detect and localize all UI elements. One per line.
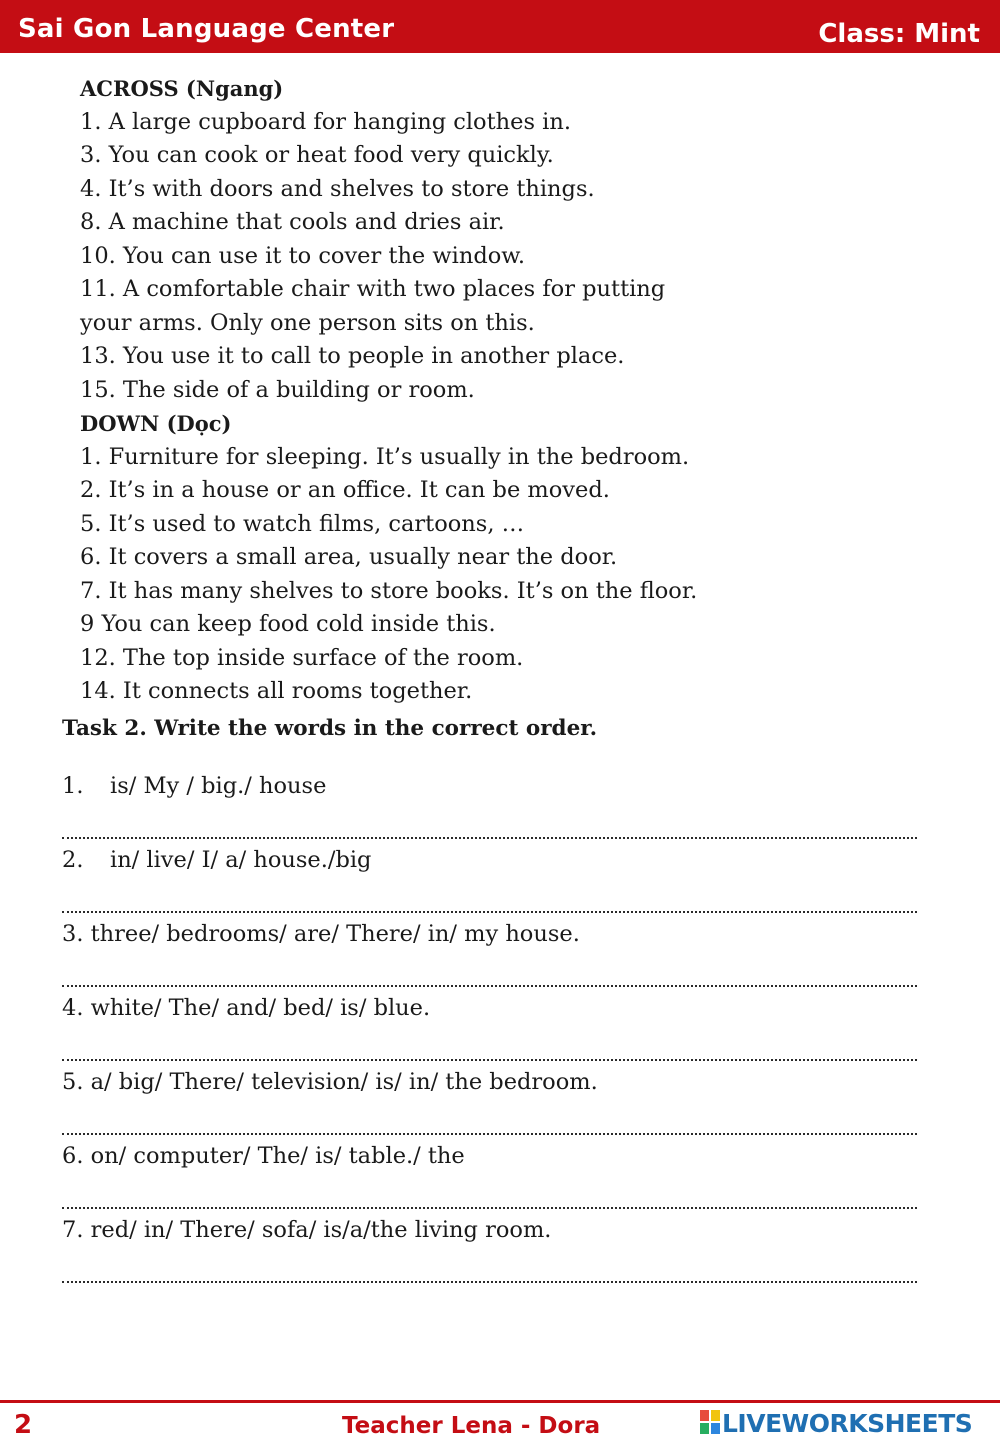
exercise-item: [62, 1141, 917, 1209]
across-clue: 8. A machine that cools and dries air.: [80, 209, 505, 235]
answer-input-4[interactable]: [62, 1037, 917, 1061]
liveworksheets-brand[interactable]: LIVEWORKSHEETS: [722, 1409, 973, 1438]
school-name: Sai Gon Language Center: [18, 14, 395, 44]
across-clue: 15. The side of a building or room.: [80, 376, 475, 403]
across-clue: your arms. Only one person sits on this.: [80, 309, 535, 336]
down-heading: DOWN (Dọc): [80, 411, 232, 436]
across-clue: 10. You can use it to cover the window.: [80, 242, 526, 269]
across-clue: 11. A comfortable chair with two places for putting: [80, 276, 666, 302]
exercise-number: 1.: [62, 773, 84, 799]
exercise-number: 3.: [62, 921, 84, 947]
exercise-number: 4.: [62, 995, 84, 1021]
down-clue: 2. It’s in a house or an office. It can be moved.: [80, 477, 610, 503]
exercise-prompt: [62, 919, 917, 949]
across-heading: ACROSS (Ngang): [80, 76, 284, 101]
exercise-text: in/ live/ I/ a/ house./big: [110, 847, 372, 873]
exercise-prompt: [62, 771, 917, 801]
exercise-item: [62, 919, 917, 987]
across-clue: 1. A large cupboard for hanging clothes in.: [80, 108, 571, 135]
teacher-name: Teacher Lena - Dora: [342, 1413, 601, 1439]
exercise-number: 7.: [62, 1217, 84, 1243]
exercise-text: red/ in/ There/ sofa/ is/a/the living room.: [90, 1217, 552, 1243]
header-divider: [0, 50, 1000, 53]
liveworksheets-logo-icon: [700, 1410, 720, 1434]
down-clue: 6. It covers a small area, usually near the door.: [80, 544, 618, 570]
answer-input-5[interactable]: [62, 1111, 917, 1135]
exercise-number: 5.: [62, 1069, 84, 1095]
page-header: [0, 0, 1000, 50]
exercise-text: three/ bedrooms/ are/ There/ in/ my house.: [90, 921, 580, 947]
exercise-prompt: [62, 993, 917, 1023]
exercise-text: white/ The/ and/ bed/ is/ blue.: [90, 995, 431, 1021]
across-clue: 4. It’s with doors and shelves to store things.: [80, 175, 595, 202]
exercise-text: a/ big/ There/ television/ is/ in/ the bedroom.: [90, 1069, 598, 1095]
exercise-prompt: [62, 1141, 917, 1171]
exercise-prompt: [62, 845, 917, 875]
across-clue: 13. You use it to call to people in another place.: [80, 343, 625, 369]
down-clue: 1. Furniture for sleeping. It’s usually in the bedroom.: [80, 443, 690, 470]
answer-input-7[interactable]: [62, 1259, 917, 1283]
exercise-number: 6.: [62, 1143, 84, 1169]
down-clue: 14. It connects all rooms together.: [80, 678, 473, 704]
down-clue: 9 You can keep food cold inside this.: [80, 611, 496, 637]
page-number: 2: [14, 1410, 33, 1440]
exercise-prompt: [62, 1215, 917, 1245]
exercise-number: 2.: [62, 847, 84, 873]
exercise-item: [62, 1067, 917, 1135]
class-label: Class: Mint: [818, 19, 980, 49]
exercise-text: is/ My / big./ house: [110, 773, 327, 799]
exercise-text: on/ computer/ The/ is/ table./ the: [90, 1143, 465, 1169]
task-2-title: Task 2. Write the words in the correct order.: [62, 716, 598, 741]
exercise-prompt: [62, 1067, 917, 1097]
answer-input-6[interactable]: [62, 1185, 917, 1209]
answer-input-3[interactable]: [62, 963, 917, 987]
answer-input-1[interactable]: [62, 815, 917, 839]
across-clue: 3. You can cook or heat food very quickly.: [80, 142, 554, 168]
crossword-clues: [80, 72, 697, 709]
down-clue: 7. It has many shelves to store books. It’s on the floor.: [80, 577, 698, 604]
exercise-item: [62, 1215, 917, 1283]
exercise-item: [62, 993, 917, 1061]
footer-divider: [0, 1400, 1000, 1403]
down-clue: 5. It’s used to watch films, cartoons, …: [80, 510, 525, 537]
down-clue: 12. The top inside surface of the room.: [80, 644, 524, 671]
exercise-item: [62, 845, 917, 913]
answer-input-2[interactable]: [62, 889, 917, 913]
exercise-item: [62, 771, 917, 839]
